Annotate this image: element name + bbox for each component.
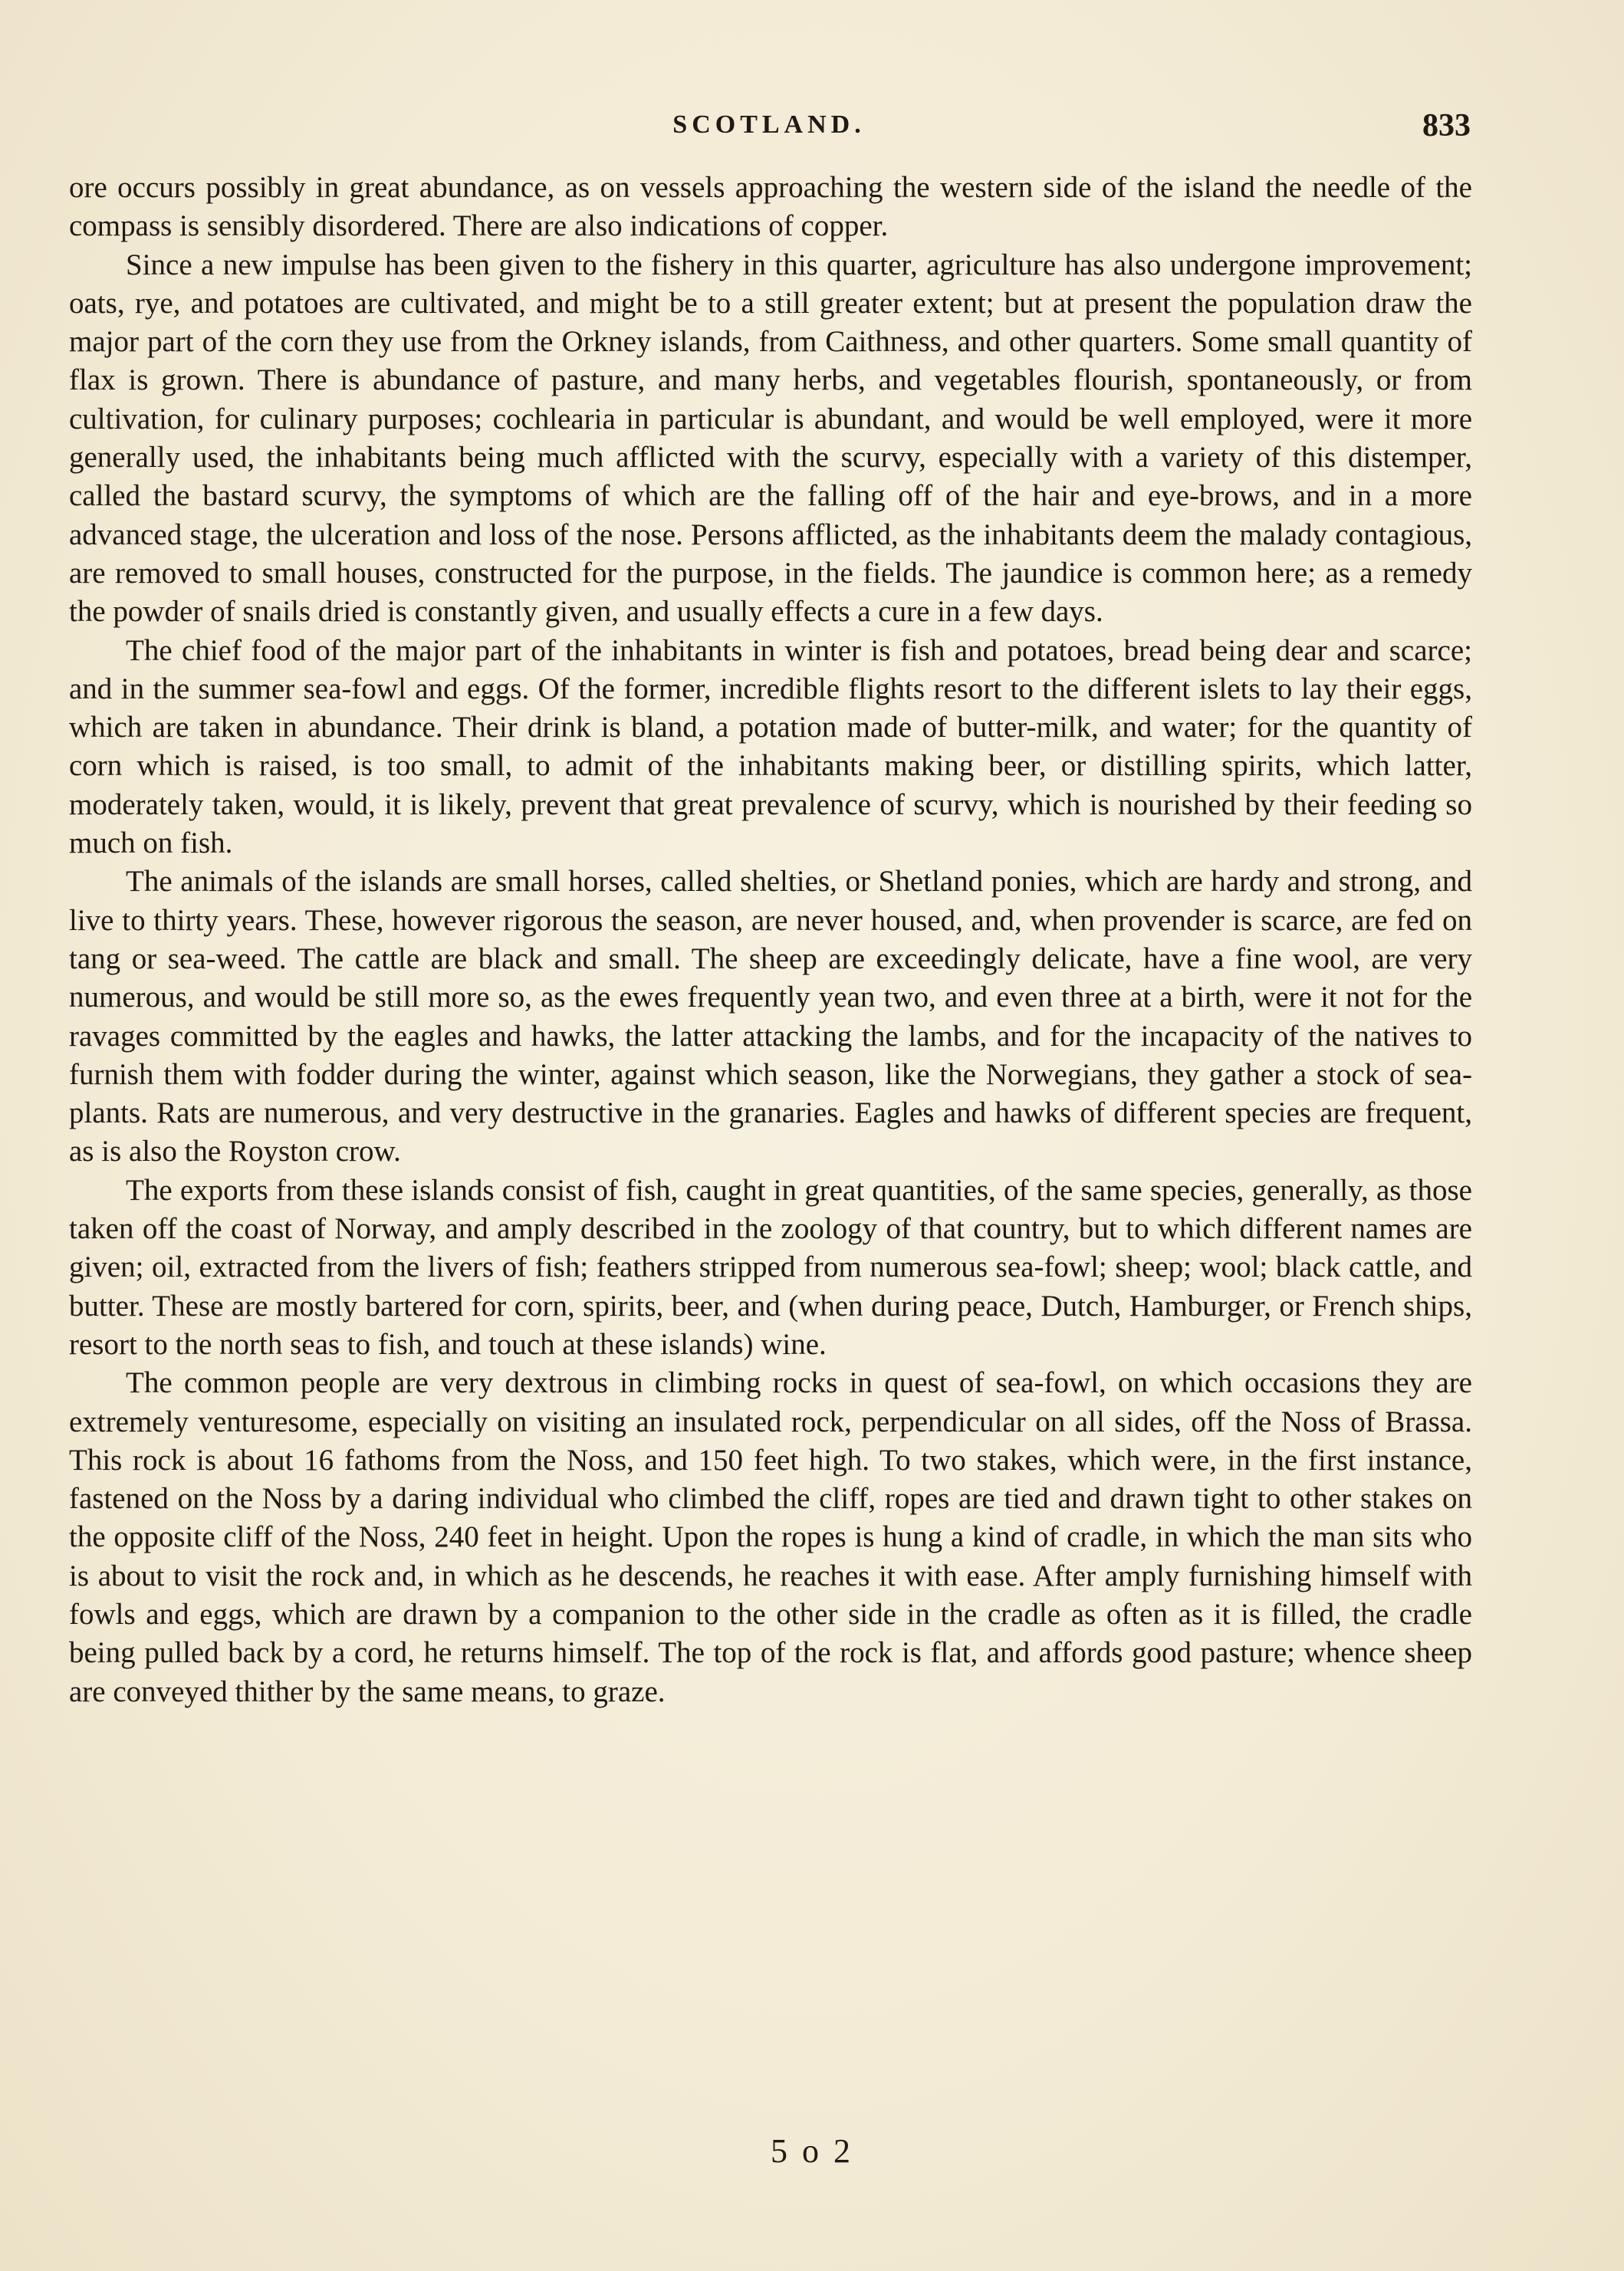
- paragraph-3: The chief food of the major part of the inhabitants in winter is fish and potatoes, bread being dear and scarce; and in the summer sea-fowl and eggs. Of the former, incredible flights resort to the different islets to lay their eggs, which are taken in abundance. Their drink is bland, a potation made of butter-milk, and water; for the quantity of corn which is raised, is too small, to admit of the inhabitants making beer, or distilling spirits, which latter, moderately taken, would, it is likely, prevent that great prevalence of scurvy, which is nourished by their feeding so much on fish.: [69, 633, 1472, 860]
- paragraph-1: ore occurs possibly in great abundance, as on vessels approaching the western side of the island the needle of the compass is sensibly disordered. There are also indications of copper.: [69, 171, 1472, 243]
- paragraph-5: The exports from these islands consist of fish, caught in great quantities, of the same species, generally, as those taken off the coast of Norway, and amply described in the zoology of that country, but to which different names are given; oil, extracted from the livers of fish; feathers stripped from numerous sea-fowl; sheep; wool; black cattle, and butter. These are mostly bartered for corn, spirits, beer, and (when during peace, Dutch, Hamburger, or French ships, resort to the north seas to fish, and touch at these islands) wine.: [69, 1173, 1472, 1361]
- body-text: [69, 169, 1472, 1711]
- page-number: 833: [1422, 108, 1471, 143]
- paragraph-2: Since a new impulse has been given to the fishery in this quarter, agriculture has also undergone improvement; oats, rye, and potatoes are cultivated, and might be to a still greater extent; but at present the population draw the major part of the corn they use from the Orkney islands, from Caithness, and other quarters. Some small quantity of flax is grown. There is abundance of pasture, and many herbs, and vegetables flourish, spontaneously, or from cultivation, for culinary purposes; cochlearia in particular is abundant, and would be well employed, were it more generally used, the inhabitants being much afflicted with the scurvy, especially with a variety of this distemper, called the bastard scurvy, the symptoms of which are the falling off of the hair and eye-brows, and in a more advanced stage, the ulceration and loss of the nose. Persons afflicted, as the inhabitants deem the malady contagious, are removed to small houses, constructed for the purpose, in the fields. The jaundice is common here; as a remedy the powder of snails dried is constantly given, and usually effects a cure in a few days.: [69, 248, 1472, 629]
- running-head: [67, 107, 1471, 153]
- signature-mark: 5 o 2: [771, 2132, 853, 2170]
- paragraph-4: The animals of the islands are small horses, called shelties, or Shetland ponies, which are hardy and strong, and live to thirty years. These, however rigorous the season, are never housed, and, when provender is scarce, are fed on tang or sea-weed. The cattle are black and small. The sheep are exceedingly delicate, have a fine wool, are very numerous, and would be still more so, as the ewes frequently yean two, and even three at a birth, were it not for the ravages committed by the eagles and hawks, the latter attacking the lambs, and for the incapacity of the natives to furnish them with fodder during the winter, against which season, like the Norwegians, they gather a stock of sea-plants. Rats are numerous, and very destructive in the granaries. Eagles and hawks of different species are frequent, as is also the Royston crow.: [69, 865, 1472, 1168]
- paragraph-6: The common people are very dextrous in climbing rocks in quest of sea-fowl, on which occasions they are extremely venturesome, especially on visiting an insulated rock, perpendicular on all sides, off the Noss of Brassa. This rock is about 16 fathoms from the Noss, and 150 feet high. To two stakes, which were, in the first instance, fastened on the Noss by a daring individual who climbed the cliff, ropes are tied and drawn tight to other stakes on the opposite cliff of the Noss, 240 feet in height. Upon the ropes is hung a kind of cradle, in which the man sits who is about to visit the rock and, in which as he descends, he reaches it with ease. After amply furnishing himself with fowls and eggs, which are drawn by a companion to the other side in the cradle as often as it is filled, the cradle being pulled back by a cord, he returns himself. The top of the rock is flat, and affords good pasture; whence sheep are conveyed thither by the same means, to graze.: [69, 1366, 1472, 1708]
- running-title: SCOTLAND.: [672, 110, 866, 139]
